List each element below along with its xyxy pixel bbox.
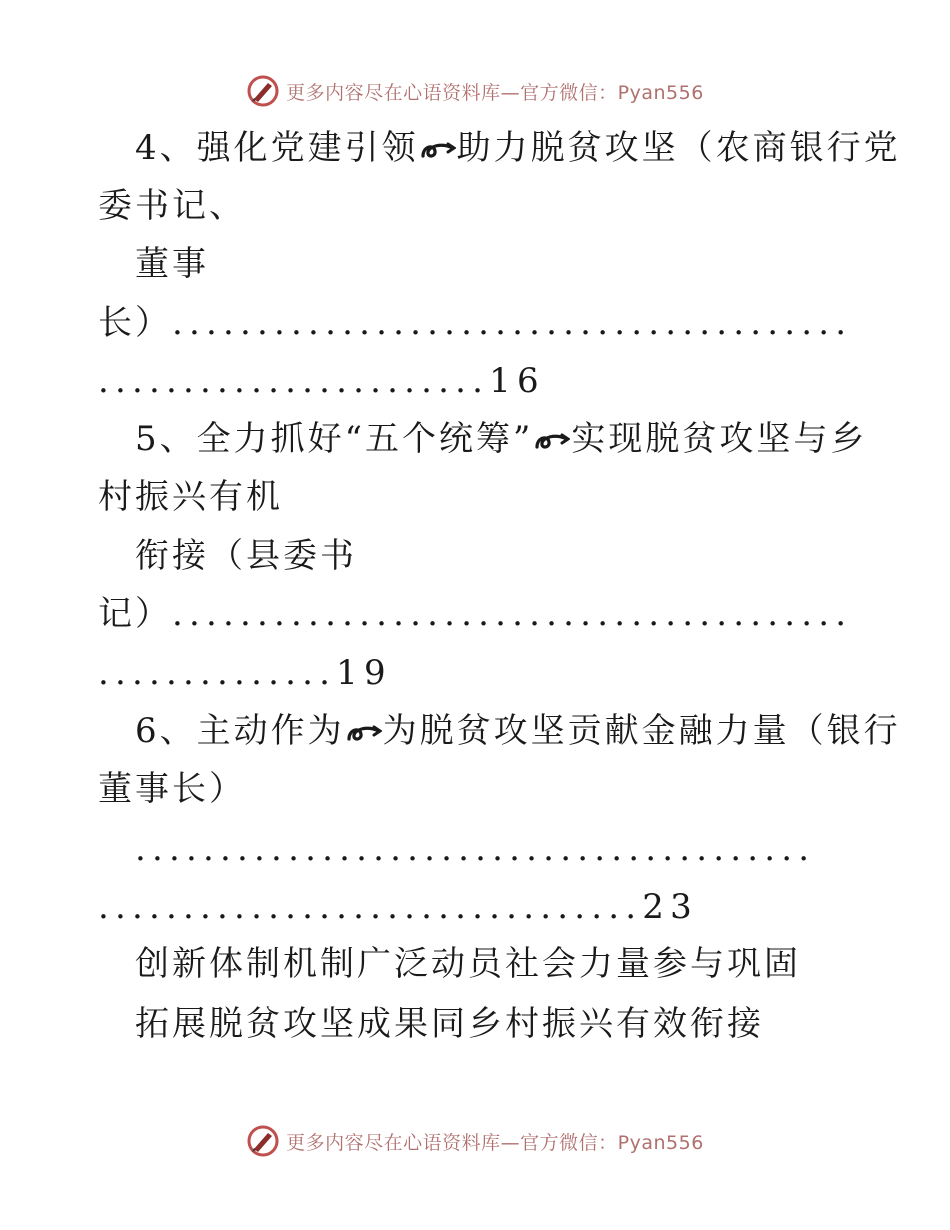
toc-item-4-line4	[98, 303, 852, 343]
watermark-text: 更多内容尽在心语资料库—官方微信：Pyan556	[286, 1131, 704, 1154]
swirl-separator-icon	[534, 427, 570, 453]
dot-leader: ........................................	[172, 303, 853, 343]
toc-item-5-title[interactable]	[135, 419, 867, 459]
watermark-text: 更多内容尽在心语资料库—官方微信：Pyan556	[286, 81, 704, 104]
toc-item-6-page-line: ................................23	[98, 887, 698, 927]
toc-item-number: 5、	[135, 419, 197, 459]
toc-item-4-title[interactable]	[135, 128, 901, 168]
toc-item-5-line4	[98, 594, 852, 634]
dot-leader: ........................................	[135, 829, 816, 869]
toc-item-4-line3: 董事	[135, 244, 209, 284]
section-title-line2: 拓展脱贫攻坚成果同乡村振兴有效衔接	[135, 1004, 764, 1044]
toc-item-title-part2: 助力脱贫攻坚（农商银行党	[456, 128, 901, 168]
toc-item-number: 6、	[135, 711, 197, 751]
toc-item-title-part2: 为脱贫攻坚贡献金融力量（银行	[382, 711, 901, 751]
toc-line-prefix: 长）	[98, 303, 172, 343]
swirl-separator-icon	[346, 719, 382, 745]
toc-item-6-title[interactable]	[135, 711, 901, 751]
toc-item-5-page-line: ..............19	[98, 653, 392, 693]
toc-item-number: 4、	[135, 128, 197, 168]
toc-line-prefix: 记）	[98, 594, 172, 634]
footer-watermark	[0, 1121, 950, 1161]
toc-item-title-part2: 实现脱贫攻坚与乡	[571, 419, 868, 459]
toc-item-4-page-line: .......................16	[98, 361, 545, 401]
section-title-line1: 创新体制机制广泛动员社会力量参与巩固	[135, 944, 801, 984]
toc-item-title-part1: 强化党建引领	[196, 128, 419, 168]
toc-item-title-part1: 主动作为	[196, 711, 345, 751]
toc-item-5-line2: 村振兴有机	[98, 477, 283, 517]
dot-leader: ........................................	[172, 594, 853, 634]
toc-item-6-line2: 董事长）	[98, 769, 246, 809]
swirl-separator-icon	[420, 136, 456, 162]
toc-item-title-part1: 全力抓好“五个统筹”	[196, 419, 534, 459]
pen-circle-logo-icon	[246, 1124, 280, 1158]
toc-item-5-line3: 衔接（县委书	[135, 536, 357, 576]
toc-item-4-line2: 委书记、	[98, 186, 246, 226]
